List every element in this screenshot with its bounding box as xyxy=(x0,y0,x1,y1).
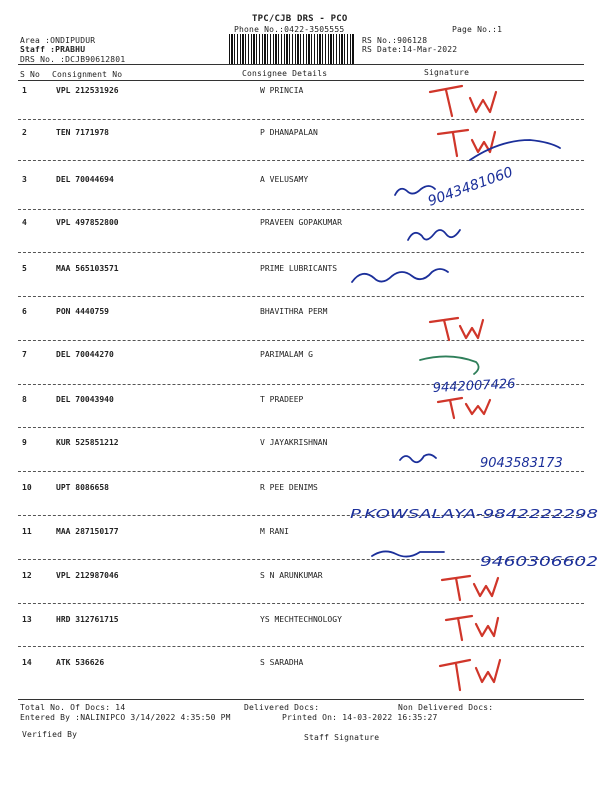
table-row xyxy=(0,571,600,583)
row-consignee: P DHANAPALAN xyxy=(260,128,318,137)
row-consignee: M RANI xyxy=(260,527,289,536)
row-consignee: PRIME LUBRICANTS xyxy=(260,264,338,273)
rs-number: RS No.:906128 xyxy=(362,36,428,45)
row-consignment: DEL 70044694 xyxy=(56,175,114,184)
row-separator xyxy=(18,646,584,647)
handwritten-phone: 9043583173 xyxy=(480,456,563,471)
table-row xyxy=(0,307,600,319)
handwritten-phone: 9460306602 xyxy=(480,555,598,570)
table-row xyxy=(0,218,600,230)
signature-mark xyxy=(470,140,560,160)
row-sno: 3 xyxy=(22,175,27,184)
row-consignee: S SARADHA xyxy=(260,658,304,667)
row-separator xyxy=(18,471,584,472)
row-sno: 8 xyxy=(22,395,27,404)
row-sno: 11 xyxy=(22,527,32,536)
table-row xyxy=(0,658,600,670)
table-row xyxy=(0,438,600,450)
row-sno: 5 xyxy=(22,264,27,273)
col-signature: Signature xyxy=(424,68,470,77)
col-consignee: Consignee Details xyxy=(242,69,328,78)
row-separator xyxy=(18,559,584,560)
handwritten-name: P.KOWSALAYA-9842222298 xyxy=(350,506,599,521)
row-separator xyxy=(18,384,584,385)
table-row xyxy=(0,264,600,276)
signature-mark xyxy=(400,454,436,462)
table-row xyxy=(0,527,600,539)
row-consignment: DEL 70044270 xyxy=(56,350,114,359)
col-consignment: Consignment No xyxy=(52,70,123,79)
row-separator xyxy=(18,427,584,428)
signature-mark xyxy=(395,186,435,195)
row-sno: 6 xyxy=(22,307,27,316)
staff-signature-label: Staff Signature xyxy=(304,733,380,742)
header-rule-bottom xyxy=(18,80,584,81)
tw-mark xyxy=(430,318,483,340)
printed-on: Printed On: 14-03-2022 16:35:27 xyxy=(282,713,438,722)
row-consignee: S N ARUNKUMAR xyxy=(260,571,323,580)
row-sno: 2 xyxy=(22,128,27,137)
table-row xyxy=(0,350,600,362)
row-consignee: A VELUSAMY xyxy=(260,175,309,184)
row-separator xyxy=(18,209,584,210)
table-row xyxy=(0,86,600,98)
row-consignee: PRAVEEN GOPAKUMAR xyxy=(260,218,342,227)
row-consignee: YS MECHTECHNOLOGY xyxy=(260,615,342,624)
row-consignee: W PRINCIA xyxy=(260,86,304,95)
row-separator xyxy=(18,603,584,604)
entered-by: Entered By :NALINIPCO 3/14/2022 4:35:50 PM xyxy=(20,713,231,722)
row-sno: 12 xyxy=(22,571,32,580)
row-consignment: UPT 8086658 xyxy=(56,483,109,492)
row-consignment: MAA 565103571 xyxy=(56,264,119,273)
table-row xyxy=(0,615,600,627)
row-consignment: MAA 287150177 xyxy=(56,527,119,536)
row-separator xyxy=(18,119,584,120)
row-sno: 4 xyxy=(22,218,27,227)
table-row xyxy=(0,483,600,495)
row-consignment: HRD 312761715 xyxy=(56,615,119,624)
row-sno: 13 xyxy=(22,615,32,624)
row-sno: 10 xyxy=(22,483,32,492)
row-consignee: V JAYAKRISHNAN xyxy=(260,438,328,447)
row-consignment: VPL 212987046 xyxy=(56,571,119,580)
row-consignment: VPL 497852800 xyxy=(56,218,119,227)
table-row xyxy=(0,175,600,187)
handwritten-phone: 9442007426 xyxy=(432,376,516,396)
phone-number: Phone No.:0422-3505555 xyxy=(234,25,345,34)
row-consignment: ATK 536626 xyxy=(56,658,105,667)
staff-label: Staff :PRABHU xyxy=(20,45,86,54)
signature-mark xyxy=(372,551,444,556)
page-number: Page No.:1 xyxy=(452,25,503,34)
barcode xyxy=(229,34,354,64)
row-consignee: T PRADEEP xyxy=(260,395,304,404)
row-separator xyxy=(18,160,584,161)
table-row xyxy=(0,128,600,140)
row-sno: 9 xyxy=(22,438,27,447)
table-row xyxy=(0,395,600,407)
row-consignment: KUR 525851212 xyxy=(56,438,119,447)
non-delivered-docs: Non Delivered Docs: xyxy=(398,703,494,712)
delivered-docs: Delivered Docs: xyxy=(244,703,320,712)
header-rule-top xyxy=(18,64,584,65)
row-sno: 7 xyxy=(22,350,27,359)
row-consignment: TEN 7171978 xyxy=(56,128,109,137)
row-consignment: VPL 212531926 xyxy=(56,86,119,95)
document-title: TPC/CJB DRS - PCO xyxy=(252,14,348,24)
drs-number: DRS No. :DCJB90612801 xyxy=(20,55,126,64)
total-docs: Total No. Of Docs: 14 xyxy=(20,703,126,712)
row-sno: 1 xyxy=(22,86,27,95)
signature-mark xyxy=(408,230,460,240)
row-consignment: DEL 70043940 xyxy=(56,395,114,404)
col-sno: S No xyxy=(20,70,41,79)
row-consignment: PON 4440759 xyxy=(56,307,109,316)
verified-by: Verified By xyxy=(22,730,78,739)
rs-date: RS Date:14-Mar-2022 xyxy=(362,45,458,54)
row-separator xyxy=(18,252,584,253)
area-label: Area :ONDIPUDUR xyxy=(20,36,96,45)
row-sno: 14 xyxy=(22,658,32,667)
footer-rule xyxy=(18,699,584,700)
handwritten-phone: 9043481060 xyxy=(425,164,516,210)
row-separator xyxy=(18,515,584,516)
row-consignee: PARIMALAM G xyxy=(260,350,313,359)
row-separator xyxy=(18,340,584,341)
row-consignee: R PEE DENIMS xyxy=(260,483,318,492)
row-consignee: BHAVITHRA PERM xyxy=(260,307,328,316)
row-separator xyxy=(18,296,584,297)
